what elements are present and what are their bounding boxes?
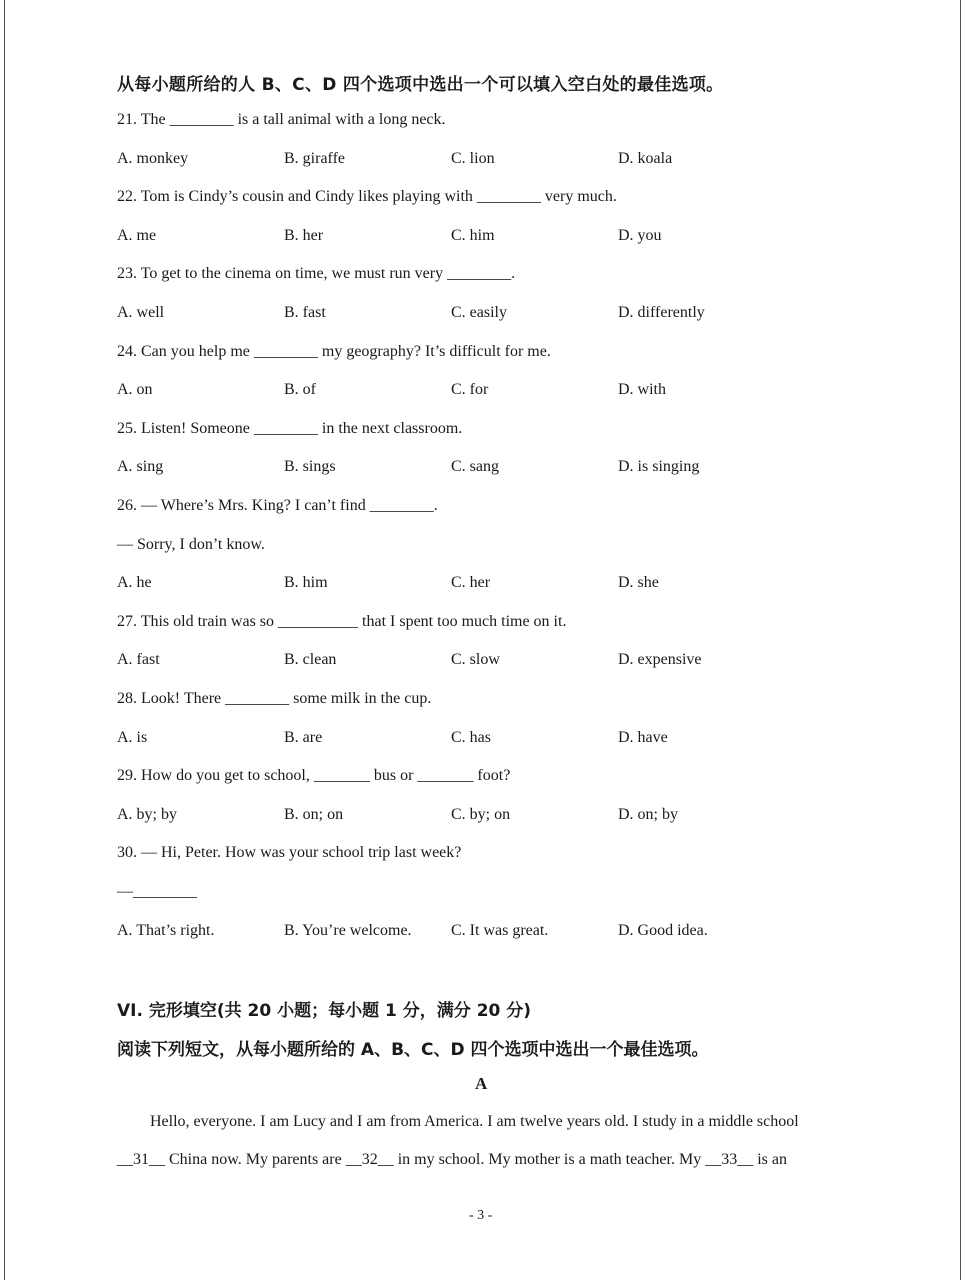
page-number: - 3 -	[469, 1208, 493, 1223]
option-a: A. on	[117, 381, 153, 399]
option-row	[117, 729, 857, 751]
blank-31: __31__	[117, 1151, 165, 1168]
section-instruction: 从每小题所给的人 B、C、D 四个选项中选出一个可以填入空白处的最佳选项。	[117, 75, 724, 95]
option-a: A. me	[117, 226, 157, 244]
question-dialogue-line: — Sorry, I don’t know.	[117, 535, 265, 553]
option-d: D. Good idea.	[618, 921, 708, 939]
option-c: C. by; on	[451, 805, 511, 823]
question-stem: 22. Tom is Cindy’s cousin and Cindy likes playing with ________ very much.	[117, 188, 617, 206]
option-row	[117, 806, 857, 828]
option-d: D. she	[618, 574, 659, 592]
question-stem: 25. Listen! Someone ________ in the next classroom.	[117, 419, 463, 437]
option-d: D. you	[618, 226, 662, 244]
option-a: A. well	[117, 304, 165, 321]
option-c: C. has	[451, 728, 491, 746]
option-c: C. sang	[451, 458, 499, 476]
question-stem: 24. Can you help me ________ my geography? It’s difficult for me.	[117, 342, 551, 360]
option-b: B. clean	[284, 651, 337, 669]
passage-text: is an	[753, 1151, 787, 1168]
option-row	[117, 227, 857, 249]
passage-line-1: Hello, everyone. I am Lucy and I am from America. I am twelve years old. I study in a middle school	[150, 1113, 799, 1130]
page-edge-right	[960, 0, 961, 1280]
option-a: A. by; by	[117, 805, 177, 823]
option-d: D. on; by	[618, 805, 678, 823]
option-b: B. You’re welcome.	[284, 921, 412, 939]
option-b: B. fast	[284, 304, 326, 321]
page-edge-left	[4, 0, 5, 1280]
option-c: C. her	[451, 574, 491, 592]
question-stem: 23. To get to the cinema on time, we must run very ________.	[117, 265, 516, 283]
section-title: VI. 完形填空(共 20 小题；每小题 1 分，满分 20 分)	[117, 1001, 532, 1021]
option-row	[117, 651, 857, 673]
option-c: C. him	[451, 226, 495, 244]
blank-32: __32__	[345, 1151, 394, 1168]
option-b: B. on; on	[284, 805, 344, 823]
option-b: B. her	[284, 226, 324, 244]
passage-line-2	[117, 1151, 787, 1169]
option-c: C. slow	[451, 651, 500, 669]
passage-title: A	[475, 1074, 488, 1093]
option-a: A. sing	[117, 458, 164, 476]
option-d: D. koala	[618, 149, 673, 167]
option-c: C. easily	[451, 304, 507, 321]
option-row	[117, 574, 857, 596]
option-d: D. expensive	[618, 651, 702, 669]
blank-33: __33__	[705, 1151, 754, 1168]
option-b: B. him	[284, 574, 328, 592]
option-d: D. is singing	[618, 458, 700, 476]
question-stem: 29. How do you get to school, _______ bus or _______ foot?	[117, 767, 511, 785]
question-stem: 27. This old train was so __________ that I spent too much time on it.	[117, 612, 567, 630]
option-c: C. for	[451, 381, 489, 399]
option-row	[117, 304, 857, 326]
question-stem: 30. — Hi, Peter. How was your school trip last week?	[117, 844, 462, 862]
cloze-instruction: 阅读下列短文，从每小题所给的 A、B、C、D 四个选项中选出一个最佳选项。	[117, 1040, 709, 1060]
option-row	[117, 381, 857, 403]
option-d: D. differently	[618, 304, 705, 321]
option-row	[117, 150, 857, 172]
passage-text: China now. My parents are	[165, 1151, 346, 1168]
passage-text: in my school. My mother is a math teacher. My	[393, 1151, 706, 1168]
option-c: C. lion	[451, 149, 495, 167]
option-d: D. have	[618, 728, 668, 746]
document-page	[117, 0, 857, 1280]
option-b: B. giraffe	[284, 149, 346, 167]
option-b: B. sings	[284, 458, 336, 476]
option-row	[117, 458, 857, 480]
question-stem: 28. Look! There ________ some milk in the cup.	[117, 690, 432, 707]
option-c: C. It was great.	[451, 921, 549, 939]
option-a: A. monkey	[117, 149, 189, 167]
option-a: A. he	[117, 574, 152, 592]
option-a: A. That’s right.	[117, 921, 215, 939]
option-b: B. of	[284, 381, 316, 399]
option-a: A. is	[117, 728, 148, 746]
question-dialogue-line: —________	[117, 883, 197, 900]
question-stem: 26. — Where’s Mrs. King? I can’t find ________.	[117, 497, 438, 514]
option-d: D. with	[618, 381, 666, 399]
option-a: A. fast	[117, 651, 160, 669]
question-stem: 21. The ________ is a tall animal with a long neck.	[117, 111, 446, 128]
option-b: B. are	[284, 728, 323, 746]
option-row	[117, 922, 857, 944]
